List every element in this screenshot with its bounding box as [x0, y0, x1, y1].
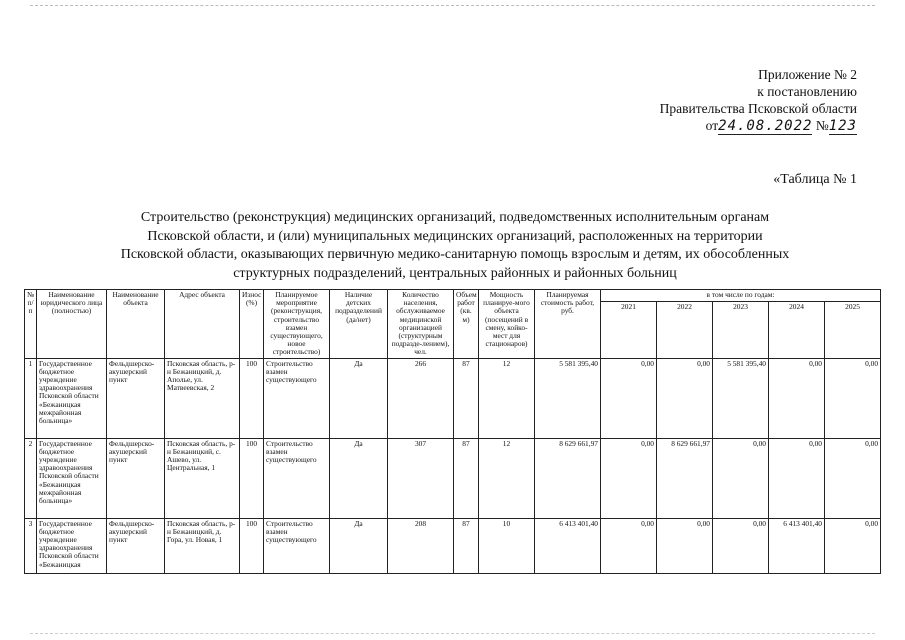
cell-population: 266	[388, 358, 454, 438]
cell-cost: 6 413 401,40	[535, 518, 601, 573]
cell-measure: Строительство взамен существующего	[264, 518, 330, 573]
construction-table	[24, 289, 881, 574]
cell-object: Фельдшерско-акушерский пункт	[107, 518, 165, 573]
cell-volume: 87	[454, 438, 479, 518]
cell-address: Псковская область, р-н Бежаницкий, с. Ашево, ул. Центральная, 1	[165, 438, 240, 518]
cell-object: Фельдшерско-акушерский пункт	[107, 358, 165, 438]
cell-2023: 5 581 395,40	[713, 358, 769, 438]
header-year-2024: 2024	[769, 301, 825, 358]
cell-2022: 0,00	[657, 518, 713, 573]
date-prefix: от	[705, 118, 719, 133]
appendix-header	[660, 66, 857, 135]
cell-2022: 0,00	[657, 358, 713, 438]
cell-2021: 0,00	[601, 518, 657, 573]
cell-2025: 0,00	[825, 518, 881, 573]
title-line-3: Псковской области, оказывающих первичную медико-санитарную помощь взрослым и детям, их обособленных	[120, 247, 790, 262]
table-label: «Таблица № 1	[773, 172, 857, 187]
cell-2021: 0,00	[601, 438, 657, 518]
cell-measure: Строительство взамен существующего	[264, 438, 330, 518]
cell-kids: Да	[330, 518, 388, 573]
cell-kids: Да	[330, 438, 388, 518]
cell-2025: 0,00	[825, 358, 881, 438]
cell-num: 2	[25, 438, 37, 518]
scan-top-edge	[30, 5, 875, 6]
table-row	[25, 358, 881, 438]
header-cost: Планируемая стоимость работ, руб.	[535, 290, 601, 359]
cell-capacity: 12	[479, 438, 535, 518]
cell-cost: 5 581 395,40	[535, 358, 601, 438]
cell-org: Государственное бюджетное учреждение здравоохранения Псковской области «Бежаницкая	[37, 518, 107, 573]
cell-2022: 8 629 661,97	[657, 438, 713, 518]
cell-kids: Да	[330, 358, 388, 438]
header-year-2025: 2025	[825, 301, 881, 358]
header-num: № п/п	[25, 290, 37, 359]
cell-cost: 8 629 661,97	[535, 438, 601, 518]
cell-org: Государственное бюджетное учреждение здравоохранения Псковской области «Бежаницкая межрайонная больница»	[37, 358, 107, 438]
header-by-years: в том числе по годам:	[601, 290, 881, 302]
appendix-line-1: Приложение № 2	[758, 67, 857, 82]
cell-org: Государственное бюджетное учреждение здравоохранения Псковской области «Бежаницкая межрайонная больница»	[37, 438, 107, 518]
document-title	[50, 209, 860, 283]
number-prefix: №	[815, 118, 829, 133]
appendix-line-3: Правительства Псковской области	[659, 101, 857, 116]
title-line-1: Строительство (реконструкция) медицинских организаций, подведомственных исполнительным органам	[140, 210, 770, 225]
cell-population: 208	[388, 518, 454, 573]
cell-2024: 0,00	[769, 438, 825, 518]
cell-2024: 0,00	[769, 358, 825, 438]
cell-address: Псковская область, р-н Бежаницкий, д. Гора, ул. Новая, 1	[165, 518, 240, 573]
cell-capacity: 12	[479, 358, 535, 438]
header-year-2021: 2021	[601, 301, 657, 358]
cell-2021: 0,00	[601, 358, 657, 438]
cell-volume: 87	[454, 518, 479, 573]
cell-wear: 100	[240, 518, 264, 573]
header-org: Наименование юридического лица (полностью)	[37, 290, 107, 359]
cell-measure: Строительство взамен существующего	[264, 358, 330, 438]
title-line-2: Псковской области, и (или) муниципальных медицинских организаций, расположенных на территории	[147, 228, 763, 244]
cell-2023: 0,00	[713, 438, 769, 518]
appendix-date-line	[660, 117, 857, 135]
cell-num: 1	[25, 358, 37, 438]
cell-object: Фельдшерско-акушерский пункт	[107, 438, 165, 518]
cell-wear: 100	[240, 358, 264, 438]
table-header-row	[25, 290, 881, 302]
header-kids: Наличие детских подразделений (да/нет)	[330, 290, 388, 359]
scan-bottom-edge	[30, 633, 875, 634]
title-line-4: структурных подразделений, центральных районных и районных больниц	[233, 265, 677, 281]
handwritten-number: 123	[828, 118, 857, 134]
cell-address: Псковская область, р-н Бежаницкий, д. Аполье, ул. Матвеевская, 2	[165, 358, 240, 438]
cell-2023: 0,00	[713, 518, 769, 573]
cell-capacity: 10	[479, 518, 535, 573]
cell-wear: 100	[240, 438, 264, 518]
cell-population: 307	[388, 438, 454, 518]
header-capacity: Мощность планируе-мого объекта (посещений в смену, койко-мест для стационаров)	[479, 290, 535, 359]
header-address: Адрес объекта	[165, 290, 240, 359]
table-row	[25, 518, 881, 573]
header-population: Количество населения, обслуживаемое медицинской организацией (структурным подразде-лением), чел.	[388, 290, 454, 359]
table-row	[25, 438, 881, 518]
cell-volume: 87	[454, 358, 479, 438]
cell-2024: 6 413 401,40	[769, 518, 825, 573]
header-measure: Планируемое мероприятие (реконструкция, строительство взамен существующего, новое строительство)	[264, 290, 330, 359]
header-year-2022: 2022	[657, 301, 713, 358]
header-year-2023: 2023	[713, 301, 769, 358]
header-object: Наименование объекта	[107, 290, 165, 359]
handwritten-date: 24.08.2022	[718, 118, 813, 134]
header-wear: Износ (%)	[240, 290, 264, 359]
appendix-line-2: к постановлению	[757, 84, 857, 99]
header-volume: Объем работ (кв. м)	[454, 290, 479, 359]
cell-num: 3	[25, 518, 37, 573]
cell-2025: 0,00	[825, 438, 881, 518]
